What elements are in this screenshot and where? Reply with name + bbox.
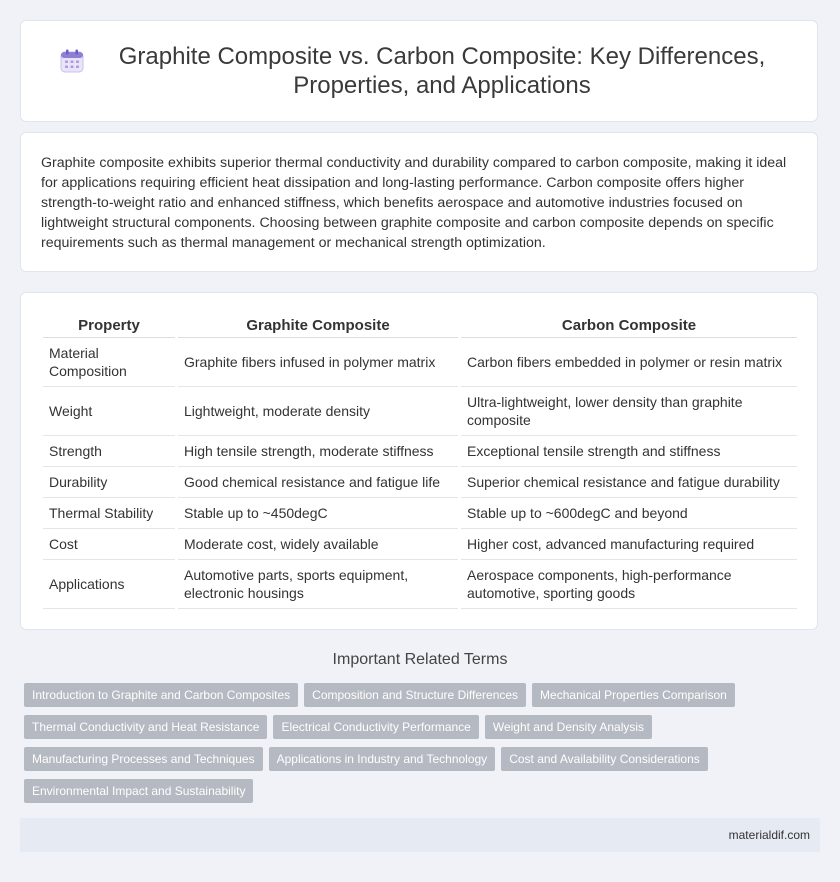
related-term-tag[interactable]: Thermal Conductivity and Heat Resistance <box>24 715 267 739</box>
related-term-tag[interactable]: Weight and Density Analysis <box>485 715 652 739</box>
related-terms-heading: Important Related Terms <box>332 651 508 668</box>
related-term-tag[interactable]: Mechanical Properties Comparison <box>532 683 735 707</box>
table-row <box>43 560 797 609</box>
carbon-cell: Stable up to ~600degC and beyond <box>460 498 798 529</box>
property-cell: Weight <box>43 387 177 436</box>
related-term-tag[interactable]: Cost and Availability Considerations <box>501 747 708 771</box>
carbon-cell: Higher cost, advanced manufacturing required <box>460 529 798 560</box>
table-row <box>43 467 797 498</box>
intro-card <box>20 132 818 272</box>
graphite-cell: Lightweight, moderate density <box>177 387 460 436</box>
carbon-cell: Ultra-lightweight, lower density than graphite composite <box>460 387 798 436</box>
carbon-cell: Exceptional tensile strength and stiffness <box>460 436 798 467</box>
graphite-cell: Graphite fibers infused in polymer matrix <box>177 338 460 387</box>
table-row <box>43 436 797 467</box>
comparison-table <box>43 313 797 609</box>
table-header-row <box>43 313 797 338</box>
calendar-icon <box>59 42 105 79</box>
related-term-tag[interactable]: Applications in Industry and Technology <box>269 747 496 771</box>
comparison-card <box>20 292 818 630</box>
footer-site-link[interactable]: materialdif.com <box>728 828 810 842</box>
graphite-cell: Stable up to ~450degC <box>177 498 460 529</box>
related-term-tag[interactable]: Manufacturing Processes and Techniques <box>24 747 263 771</box>
intro-text: Graphite composite exhibits superior thermal conductivity and durability compared to carbon composite, making it ideal for applications requiring efficient heat dissipation and long-lasting performance. Carbon composite offers higher strength-to-weight ratio and enhanced stiffness, which benefits aerospace and automotive industries focused on lightweight structural components. Choosing between graphite composite and carbon composite depends on specific requirements such as thermal management or mechanical strength optimization. <box>41 155 787 251</box>
related-term-tag[interactable]: Electrical Conductivity Performance <box>273 715 478 739</box>
graphite-cell: Good chemical resistance and fatigue life <box>177 467 460 498</box>
related-term-tag[interactable]: Environmental Impact and Sustainability <box>24 779 253 803</box>
table-row <box>43 387 797 436</box>
carbon-cell: Aerospace components, high-performance automotive, sporting goods <box>460 560 798 609</box>
carbon-cell: Superior chemical resistance and fatigue durability <box>460 467 798 498</box>
property-cell: Material Composition <box>43 338 177 387</box>
related-term-tag[interactable]: Composition and Structure Differences <box>304 683 526 707</box>
related-terms-list <box>24 683 824 811</box>
table-row <box>43 338 797 387</box>
carbon-cell: Carbon fibers embedded in polymer or resin matrix <box>460 338 798 387</box>
page-title: Graphite Composite vs. Carbon Composite: Key Differences, Properties, and Applications <box>118 43 766 99</box>
table-row <box>43 498 797 529</box>
column-header-carbon: Carbon Composite <box>460 313 798 338</box>
graphite-cell: Automotive parts, sports equipment, electronic housings <box>177 560 460 609</box>
property-cell: Applications <box>43 560 177 609</box>
header-card <box>20 20 818 122</box>
property-cell: Cost <box>43 529 177 560</box>
table-row <box>43 529 797 560</box>
property-cell: Durability <box>43 467 177 498</box>
property-cell: Strength <box>43 436 177 467</box>
column-header-property: Property <box>43 313 177 338</box>
property-cell: Thermal Stability <box>43 498 177 529</box>
graphite-cell: Moderate cost, widely available <box>177 529 460 560</box>
footer <box>20 818 820 852</box>
related-term-tag[interactable]: Introduction to Graphite and Carbon Composites <box>24 683 298 707</box>
column-header-graphite: Graphite Composite <box>177 313 460 338</box>
graphite-cell: High tensile strength, moderate stiffness <box>177 436 460 467</box>
